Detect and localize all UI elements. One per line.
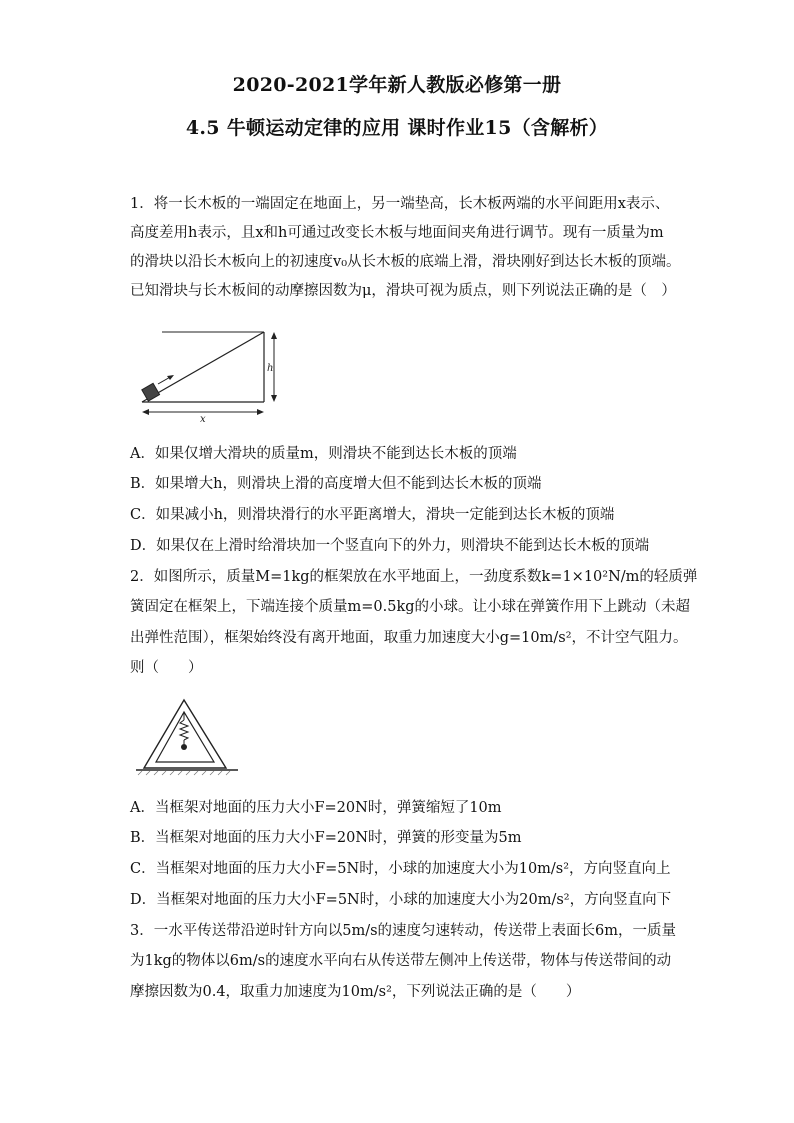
q2-stem-line: 2．如图所示，质量M=1kg的框架放在水平地面上，一劲度系数k=1×10²N/m的轻质弹: [130, 569, 698, 585]
q2-stem-line: 簧固定在框架上，下端连接个质量m=0.5kg的小球。让小球在弹簧作用下上跳动（未超: [130, 599, 691, 615]
q2-frame-figure: [134, 696, 246, 778]
q1-stem-line: 已知滑块与长木板间的动摩擦因数为μ，滑块可视为质点，则下列说法正确的是（ ）: [130, 283, 676, 299]
q2-stem-line: 则（ ）: [130, 660, 203, 676]
q1-option-c: C．如果减小h，则滑块滑行的水平距离增大，滑块一定能到达长木板的顶端: [130, 507, 615, 523]
q2-option-a: A．当框架对地面的压力大小F=20N时，弹簧缩短了10m: [130, 800, 502, 816]
q1-stem-line: 1．将一长木板的一端固定在地面上，另一端垫高，长木板两端的水平间距用x表示、: [130, 196, 670, 212]
q3-stem-line: 摩擦因数为0.4，取重力加速度为10m/s²，下列说法正确的是（ ）: [130, 984, 581, 1000]
q1-figure-label-x: x: [200, 414, 206, 422]
q2-option-c: C．当框架对地面的压力大小F=5N时，小球的加速度大小为10m/s²，方向竖直向上: [130, 861, 671, 877]
q1-figure-label-h: h: [267, 363, 274, 374]
q2-option-d: D．当框架对地面的压力大小F=5N时，小球的加速度大小为20m/s²，方向竖直向下: [130, 892, 672, 908]
q1-option-a: A．如果仅增大滑块的质量m，则滑块不能到达长木板的顶端: [130, 446, 517, 462]
document-title: 2020-2021学年新人教版必修第一册: [232, 74, 562, 96]
q1-option-b: B．如果增大h，则滑块上滑的高度增大但不能到达长木板的顶端: [130, 476, 542, 492]
q1-option-d: D．如果仅在上滑时给滑块加一个竖直向下的外力，则滑块不能到达长木板的顶端: [130, 538, 650, 554]
q1-incline-figure: [134, 326, 284, 422]
q3-stem-line: 3．一水平传送带沿逆时针方向以5m/s的速度匀速转动，传送带上表面长6m，一质量: [130, 923, 676, 939]
q1-stem-line: 高度差用h表示，且x和h可通过改变长木板与地面间夹角进行调节。现有一质量为m: [130, 225, 664, 241]
document-subtitle: 4.5 牛顿运动定律的应用 课时作业15（含解析）: [185, 117, 609, 139]
q3-stem-line: 为1kg的物体以6m/s的速度水平向右从传送带左侧冲上传送带，物体与传送带间的动: [130, 953, 672, 969]
q2-option-b: B．当框架对地面的压力大小F=20N时，弹簧的形变量为5m: [130, 830, 522, 846]
q1-stem-line: 的滑块以沿长木板向上的初速度v₀从长木板的底端上滑，滑块刚好到达长木板的顶端。: [130, 254, 681, 270]
q2-stem-line: 出弹性范围），框架始终没有离开地面，取重力加速度大小g=10m/s²，不计空气阻力。: [130, 630, 688, 646]
